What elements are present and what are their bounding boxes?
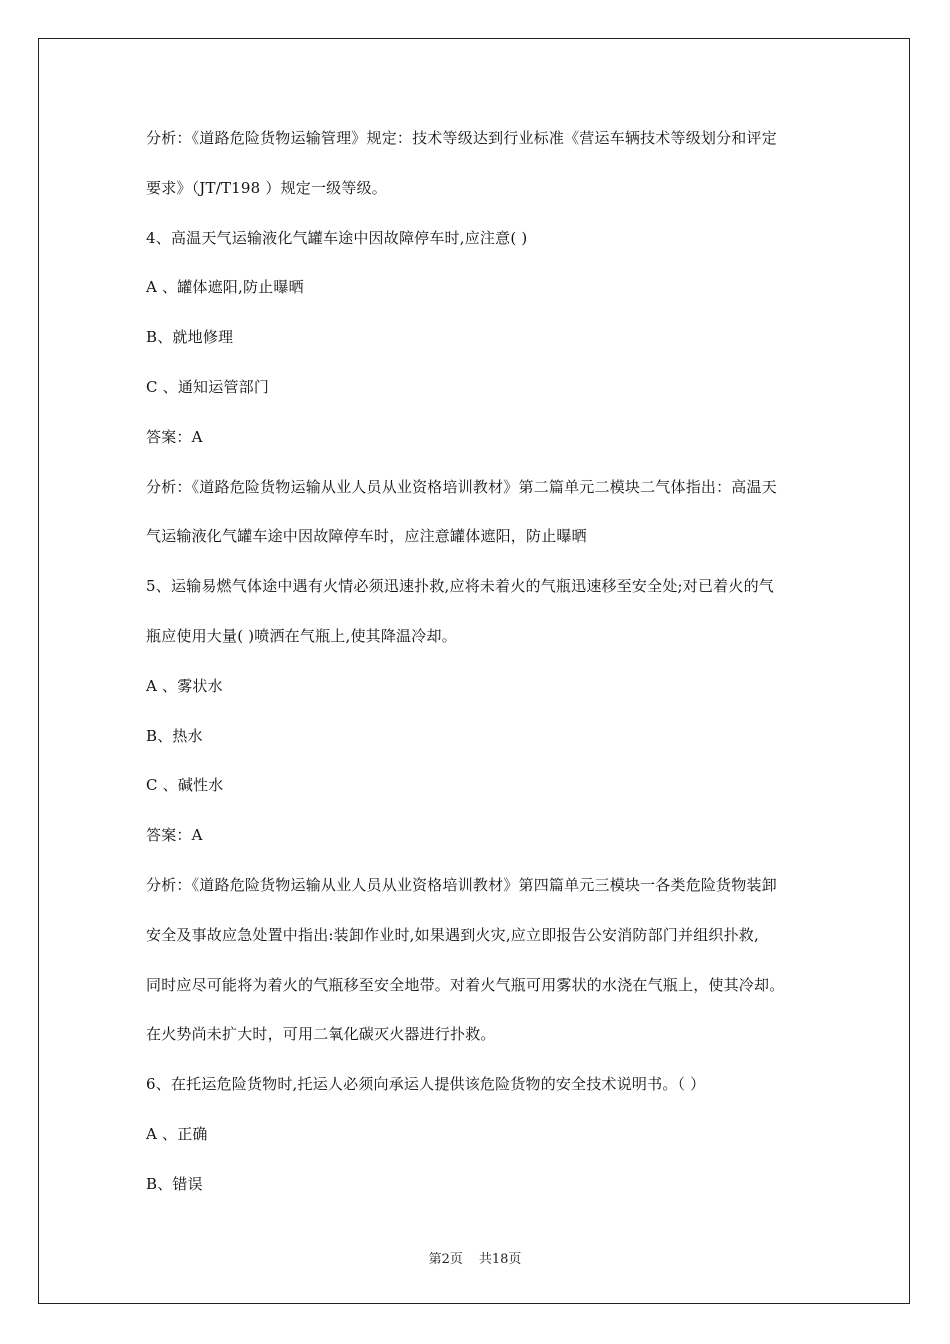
analysis-text: 分析：《道路危险货物运输管理》规定：技术等级达到行业标准《营运车辆技术等级划分和评定 <box>146 129 777 147</box>
option-c: C 、通知运管部门 <box>146 377 270 396</box>
option-b: B、热水 <box>146 726 203 745</box>
option-c: C 、碱性水 <box>146 776 224 795</box>
page-number: 第2页 <box>428 1252 463 1267</box>
option-b: B、错误 <box>146 1174 203 1193</box>
analysis-text: 安全及事故应急处置中指出:装卸作业时,如果遇到火灾,应立即报告公安消防部门并组织扑救, <box>146 925 759 944</box>
option-a: A 、罐体遮阳,防止曝晒 <box>146 278 304 297</box>
analysis-text: 在火势尚未扩大时，可用二氧化碳灭火器进行扑救。 <box>146 1025 496 1044</box>
answer: 答案：A <box>146 826 203 845</box>
option-a: A 、雾状水 <box>146 676 223 695</box>
option-a: A 、正确 <box>146 1124 208 1143</box>
analysis-text: 气运输液化气罐车途中因故障停车时，应注意罐体遮阳，防止曝晒 <box>146 527 587 546</box>
question-6: 6、在托运危险货物时,托运人必须向承运人提供该危险货物的安全技术说明书。（ ） <box>146 1075 706 1094</box>
analysis-text: 同时应尽可能将为着火的气瓶移至安全地带。对着火气瓶可用雾状的水浇在气瓶上，使其冷却。 <box>146 975 785 994</box>
answer: 答案：A <box>146 427 203 446</box>
document-body <box>146 114 816 1210</box>
page-footer <box>0 1248 950 1267</box>
question-5: 5、运输易燃气体途中遇有火情必须迅速扑救,应将未着火的气瓶迅速移至安全处;对已着火的气 <box>146 577 774 596</box>
page-total: 共18页 <box>478 1252 522 1267</box>
analysis-text: 要求》（JT/T198 ）规定一级等级。 <box>146 178 387 197</box>
option-b: B、就地修理 <box>146 328 234 347</box>
analysis-text: 分析：《道路危险货物运输从业人员从业资格培训教材》第四篇单元三模块一各类危险货物装卸 <box>146 875 777 894</box>
question-4: 4、高温天气运输液化气罐车途中因故障停车时,应注意( ) <box>146 228 528 247</box>
analysis-text: 分析：《道路危险货物运输从业人员从业资格培训教材》第二篇单元二模块二气体指出：高温天 <box>146 477 777 496</box>
question-5-cont: 瓶应使用大量( )喷洒在气瓶上,使其降温冷却。 <box>146 626 457 645</box>
